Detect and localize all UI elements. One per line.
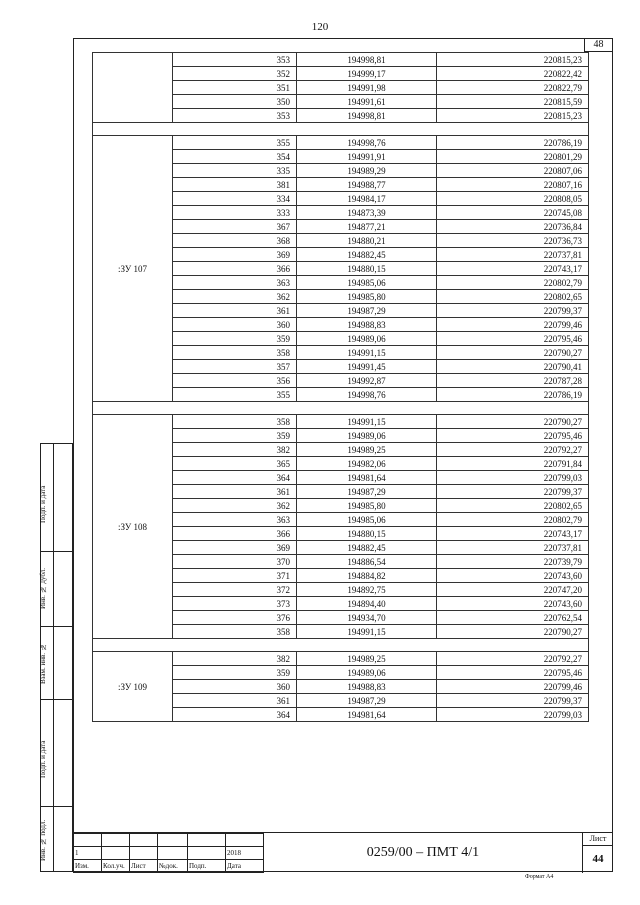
point-number: 361 <box>173 485 297 499</box>
coord-y: 220736,73 <box>437 234 589 248</box>
coord-x: 194985,06 <box>297 513 437 527</box>
coord-y: 220743,60 <box>437 569 589 583</box>
point-number: 371 <box>173 569 297 583</box>
coord-y: 220807,06 <box>437 164 589 178</box>
coord-x: 194886,54 <box>297 555 437 569</box>
point-number: 367 <box>173 220 297 234</box>
coord-y: 220795,46 <box>437 429 589 443</box>
point-number: 335 <box>173 164 297 178</box>
page-number: 120 <box>311 21 329 33</box>
side-label-dup-inv: Инв. № дубл. <box>39 568 47 610</box>
point-number: 366 <box>173 262 297 276</box>
coord-x: 194934,70 <box>297 611 437 625</box>
point-number: 368 <box>173 234 297 248</box>
point-number: 382 <box>173 443 297 457</box>
coord-y: 220799,46 <box>437 318 589 332</box>
point-number: 356 <box>173 374 297 388</box>
side-label-orig-inv: Инв. № подл. <box>39 819 47 861</box>
point-number: 366 <box>173 527 297 541</box>
point-number: 376 <box>173 611 297 625</box>
coord-x: 194989,25 <box>297 652 437 666</box>
coord-y: 220745,08 <box>437 206 589 220</box>
coord-x: 194985,80 <box>297 499 437 513</box>
table-row <box>93 136 589 150</box>
point-number: 358 <box>173 415 297 429</box>
revision-number: 1 <box>74 847 102 860</box>
corner-number: 48 <box>584 38 613 52</box>
point-number: 355 <box>173 136 297 150</box>
coord-y: 220799,03 <box>437 471 589 485</box>
coord-x: 194998,76 <box>297 136 437 150</box>
coord-x: 194991,15 <box>297 346 437 360</box>
coord-x: 194982,06 <box>297 457 437 471</box>
coord-y: 220736,84 <box>437 220 589 234</box>
document-code: 0259/00 – ПМТ 4/1 <box>263 833 583 873</box>
coord-y: 220807,16 <box>437 178 589 192</box>
coord-x: 194981,64 <box>297 471 437 485</box>
coord-x: 194998,81 <box>297 109 437 123</box>
coord-y: 220790,27 <box>437 625 589 639</box>
point-number: 358 <box>173 625 297 639</box>
coord-y: 220795,46 <box>437 332 589 346</box>
point-number: 372 <box>173 583 297 597</box>
point-number: 361 <box>173 304 297 318</box>
point-number: 353 <box>173 53 297 67</box>
coord-y: 220762,54 <box>437 611 589 625</box>
coord-y: 220790,27 <box>437 415 589 429</box>
point-number: 361 <box>173 694 297 708</box>
coord-y: 220802,65 <box>437 290 589 304</box>
sheet-number: 44 <box>592 853 604 865</box>
point-number: 350 <box>173 95 297 109</box>
coord-y: 220743,60 <box>437 597 589 611</box>
side-stamp <box>40 443 73 872</box>
coord-y: 220802,79 <box>437 276 589 290</box>
header-izm: Изм. <box>74 860 102 873</box>
coord-x: 194981,64 <box>297 708 437 722</box>
coord-x: 194998,81 <box>297 53 437 67</box>
point-number: 351 <box>173 81 297 95</box>
point-number: 358 <box>173 346 297 360</box>
format-label: Формат А4 <box>525 874 554 880</box>
coord-x: 194987,29 <box>297 485 437 499</box>
coord-y: 220787,28 <box>437 374 589 388</box>
point-number: 370 <box>173 555 297 569</box>
table-row <box>93 53 589 67</box>
coordinates-table <box>92 52 589 722</box>
coord-y: 220799,03 <box>437 708 589 722</box>
plot-label <box>93 53 173 123</box>
coord-y: 220802,79 <box>437 513 589 527</box>
point-number: 359 <box>173 666 297 680</box>
title-block <box>73 832 613 872</box>
point-number: 369 <box>173 541 297 555</box>
coord-x: 194992,87 <box>297 374 437 388</box>
coord-x: 194880,15 <box>297 527 437 541</box>
point-number: 352 <box>173 67 297 81</box>
point-number: 363 <box>173 513 297 527</box>
point-number: 333 <box>173 206 297 220</box>
point-number: 382 <box>173 652 297 666</box>
coord-y: 220790,27 <box>437 346 589 360</box>
point-number: 355 <box>173 388 297 402</box>
coord-x: 194882,45 <box>297 541 437 555</box>
coord-y: 220737,81 <box>437 541 589 555</box>
point-number: 369 <box>173 248 297 262</box>
coord-x: 194991,91 <box>297 150 437 164</box>
coord-y: 220747,20 <box>437 583 589 597</box>
coord-y: 220795,46 <box>437 666 589 680</box>
point-number: 381 <box>173 178 297 192</box>
point-number: 364 <box>173 708 297 722</box>
coord-x: 194989,06 <box>297 332 437 346</box>
coord-y: 220791,84 <box>437 457 589 471</box>
block-separator <box>93 123 589 136</box>
coord-x: 194985,06 <box>297 276 437 290</box>
coord-y: 220801,29 <box>437 150 589 164</box>
coord-x: 194991,45 <box>297 360 437 374</box>
coord-x: 194880,15 <box>297 262 437 276</box>
point-number: 373 <box>173 597 297 611</box>
point-number: 362 <box>173 290 297 304</box>
coord-y: 220737,81 <box>437 248 589 262</box>
plot-label: :ЗУ 109 <box>93 652 173 722</box>
header-data: Дата <box>226 860 264 873</box>
sheet-label: Лист <box>583 833 613 846</box>
coord-x: 194988,77 <box>297 178 437 192</box>
coord-x: 194991,61 <box>297 95 437 109</box>
header-list: Лист <box>130 860 158 873</box>
coord-x: 194985,80 <box>297 290 437 304</box>
table-row <box>93 652 589 666</box>
header-ndok: №док. <box>158 860 188 873</box>
coord-x: 194991,15 <box>297 415 437 429</box>
point-number: 365 <box>173 457 297 471</box>
coord-y: 220815,59 <box>437 95 589 109</box>
coord-x: 194884,82 <box>297 569 437 583</box>
coord-x: 194987,29 <box>297 304 437 318</box>
coord-y: 220792,27 <box>437 652 589 666</box>
coord-x: 194894,40 <box>297 597 437 611</box>
coord-y: 220802,65 <box>437 499 589 513</box>
coord-x: 194989,25 <box>297 443 437 457</box>
point-number: 363 <box>173 276 297 290</box>
point-number: 362 <box>173 499 297 513</box>
point-number: 359 <box>173 332 297 346</box>
coord-x: 194998,76 <box>297 388 437 402</box>
coord-y: 220822,79 <box>437 81 589 95</box>
point-number: 353 <box>173 109 297 123</box>
coord-y: 220799,46 <box>437 680 589 694</box>
coord-y: 220786,19 <box>437 388 589 402</box>
plot-label: :ЗУ 107 <box>93 136 173 402</box>
coord-x: 194892,75 <box>297 583 437 597</box>
plot-label: :ЗУ 108 <box>93 415 173 639</box>
point-number: 359 <box>173 429 297 443</box>
coord-x: 194873,39 <box>297 206 437 220</box>
coord-x: 194987,29 <box>297 694 437 708</box>
coord-y: 220739,79 <box>437 555 589 569</box>
coord-x: 194989,29 <box>297 164 437 178</box>
coord-x: 194991,15 <box>297 625 437 639</box>
coord-x: 194877,21 <box>297 220 437 234</box>
coord-y: 220799,37 <box>437 485 589 499</box>
coord-y: 220799,37 <box>437 304 589 318</box>
coord-y: 220815,23 <box>437 109 589 123</box>
coord-y: 220743,17 <box>437 527 589 541</box>
point-number: 364 <box>173 471 297 485</box>
point-number: 360 <box>173 680 297 694</box>
point-number: 357 <box>173 360 297 374</box>
coord-y: 220815,23 <box>437 53 589 67</box>
coord-x: 194880,21 <box>297 234 437 248</box>
revision-year: 2018 <box>226 847 264 860</box>
coord-x: 194882,45 <box>297 248 437 262</box>
header-podp: Подп. <box>188 860 226 873</box>
side-label-replace-inv: Взам. инв. № <box>39 643 47 685</box>
table-row <box>93 415 589 429</box>
side-label-sign-date-2: Подп. и дата <box>39 740 47 778</box>
revision-grid <box>73 833 264 873</box>
coord-x: 194988,83 <box>297 318 437 332</box>
block-separator <box>93 639 589 652</box>
coord-y: 220792,27 <box>437 443 589 457</box>
point-number: 354 <box>173 150 297 164</box>
coord-x: 194991,98 <box>297 81 437 95</box>
point-number: 334 <box>173 192 297 206</box>
coord-x: 194984,17 <box>297 192 437 206</box>
side-label-sign-date-1: Подп. и дата <box>39 485 47 523</box>
coord-y: 220799,37 <box>437 694 589 708</box>
coord-x: 194999,17 <box>297 67 437 81</box>
block-separator <box>93 402 589 415</box>
coord-x: 194988,83 <box>297 680 437 694</box>
point-number: 360 <box>173 318 297 332</box>
header-kol-uch: Кол.уч. <box>102 860 130 873</box>
coord-y: 220808,05 <box>437 192 589 206</box>
coord-y: 220790,41 <box>437 360 589 374</box>
coord-y: 220786,19 <box>437 136 589 150</box>
coord-x: 194989,06 <box>297 666 437 680</box>
coord-y: 220743,17 <box>437 262 589 276</box>
coord-y: 220822,42 <box>437 67 589 81</box>
coord-x: 194989,06 <box>297 429 437 443</box>
